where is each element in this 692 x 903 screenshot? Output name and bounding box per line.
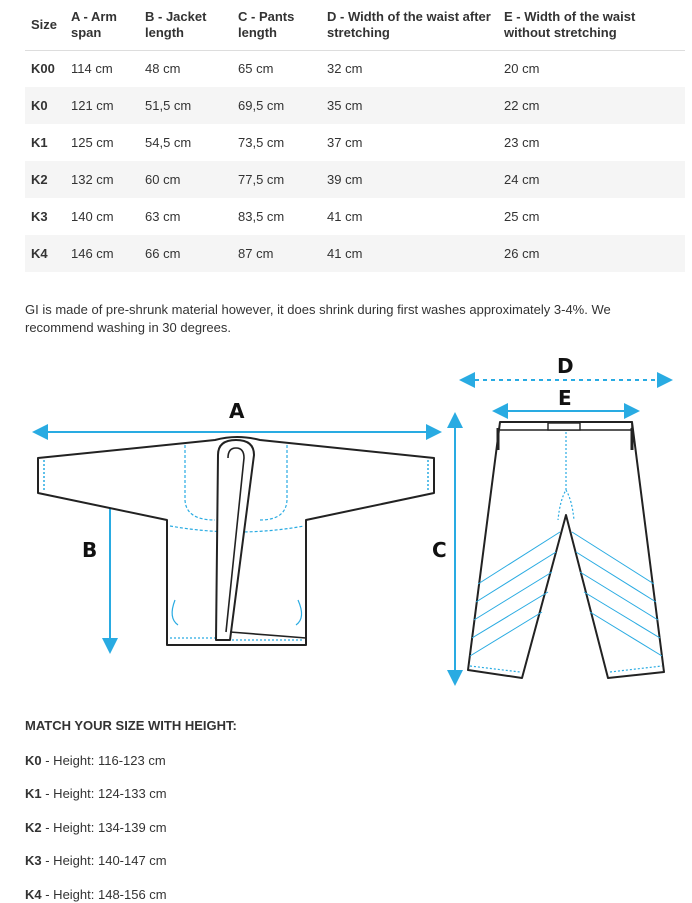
height-range: - Height: 116-123 cm: [41, 753, 166, 768]
table-cell: 121 cm: [65, 87, 139, 124]
table-cell: 83,5 cm: [238, 209, 285, 224]
table-row: [25, 50, 685, 87]
match-size-title: MATCH YOUR SIZE WITH HEIGHT:: [25, 718, 237, 733]
size-cell: K1: [31, 135, 48, 150]
header-pants-length: C - Pants length: [232, 0, 321, 50]
label-c: C: [432, 538, 447, 562]
header-jacket-length: B - Jacket length: [139, 0, 232, 50]
height-size: K3: [25, 853, 42, 868]
height-size: K0: [25, 753, 42, 768]
table-cell: 51,5 cm: [139, 87, 232, 124]
table-cell: 69,5 cm: [232, 87, 321, 124]
height-item: [25, 820, 167, 835]
jacket-drawing: [38, 432, 434, 646]
table-cell: 22 cm: [498, 87, 685, 124]
table-cell: 24 cm: [498, 161, 685, 198]
header-waist-stretched: D - Width of the waist after stretching: [321, 0, 498, 50]
washing-note: GI is made of pre-shrunk material however, it does shrink during first washes approximately 3-4%. We recommend washing in 30 degrees.: [25, 302, 611, 335]
header-size: Size: [25, 0, 65, 50]
table-cell: 20 cm: [504, 61, 540, 77]
table-cell: 125 cm: [71, 135, 114, 150]
size-cell: K2: [25, 161, 65, 198]
table-row: [25, 161, 685, 198]
table-cell: 114 cm: [71, 61, 113, 77]
header-arm-span: A - Arm span: [65, 0, 139, 50]
table-cell: 140 cm: [71, 209, 114, 224]
table-header-row: [25, 0, 685, 50]
table-cell: 63 cm: [145, 209, 181, 224]
height-item: [25, 887, 167, 902]
height-item: [25, 786, 167, 801]
size-cell: K00: [31, 61, 55, 77]
table-cell: 77,5 cm: [232, 161, 321, 198]
height-item: [25, 753, 166, 768]
table-cell: 48 cm: [145, 61, 181, 77]
label-a: A: [229, 399, 245, 423]
label-b: B: [82, 538, 98, 562]
table-row: [25, 198, 685, 235]
height-size: K4: [25, 887, 42, 902]
size-cell: K0: [25, 87, 65, 124]
table-cell: 37 cm: [327, 135, 363, 150]
table-cell: 39 cm: [321, 161, 498, 198]
header-waist-unstretched: E - Width of the waist without stretching: [498, 0, 685, 50]
size-cell: K4: [25, 235, 65, 272]
table-cell: 73,5 cm: [238, 135, 285, 150]
table-cell: 41 cm: [321, 235, 498, 272]
gi-measurement-diagram: [0, 350, 692, 695]
height-range: - Height: 148-156 cm: [41, 887, 167, 902]
label-d: D: [557, 354, 574, 378]
height-range: - Height: 140-147 cm: [41, 853, 167, 868]
height-size: K2: [25, 820, 42, 835]
height-size: K1: [25, 786, 42, 801]
table-cell: 132 cm: [65, 161, 139, 198]
table-cell: 32 cm: [327, 61, 363, 77]
height-range: - Height: 124-133 cm: [41, 786, 167, 801]
table-cell: 26 cm: [498, 235, 685, 272]
table-row: [25, 124, 685, 161]
table-cell: 35 cm: [321, 87, 498, 124]
size-cell: K3: [31, 209, 48, 224]
table-cell: 65 cm: [238, 61, 274, 77]
table-cell: 23 cm: [504, 135, 540, 150]
height-item: [25, 853, 167, 868]
table-cell: 87 cm: [232, 235, 321, 272]
table-row: [25, 235, 685, 272]
table-cell: 66 cm: [139, 235, 232, 272]
label-e: E: [558, 386, 572, 410]
table-cell: 146 cm: [65, 235, 139, 272]
table-cell: 60 cm: [139, 161, 232, 198]
table-row: [25, 87, 685, 124]
pants-drawing: [455, 380, 665, 678]
table-cell: 25 cm: [504, 209, 540, 224]
table-cell: 41 cm: [327, 209, 363, 224]
table-cell: 54,5 cm: [145, 135, 192, 150]
height-range: - Height: 134-139 cm: [41, 820, 167, 835]
size-table: [25, 0, 685, 272]
